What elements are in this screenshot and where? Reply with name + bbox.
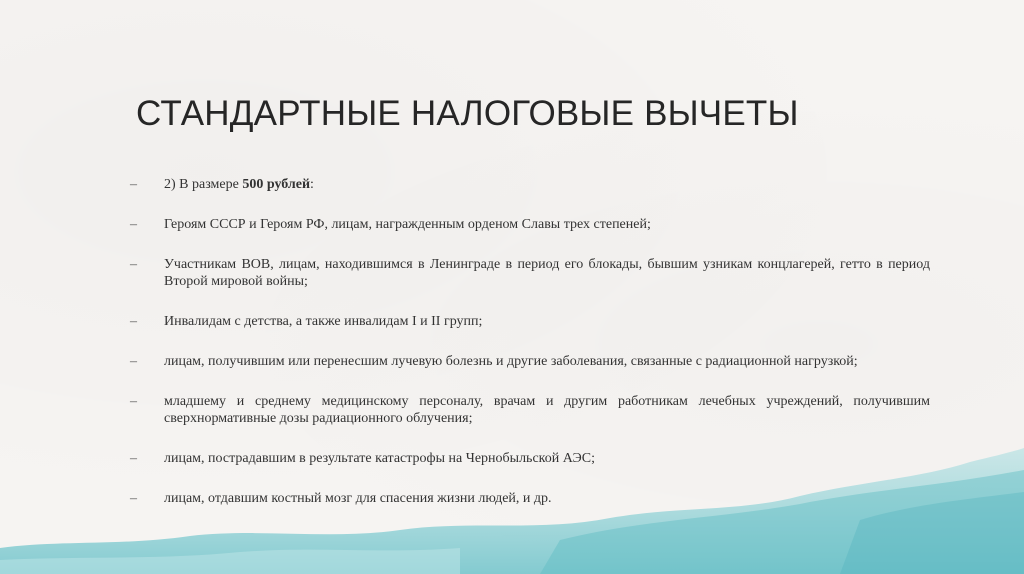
list-item-text: 2) В размере 500 рублей: — [164, 177, 314, 192]
bullet-dash: – — [130, 491, 137, 506]
list-item-text: Инвалидам с детства, а также инвалидам I и II групп; — [164, 314, 483, 329]
list-item-text: лицам, пострадавшим в результате катастрофы на Чернобыльской АЭС; — [164, 451, 595, 466]
bullet-dash: – — [130, 354, 137, 369]
slide-title: СТАНДАРТНЫЕ НАЛОГОВЫЕ ВЫЧЕТЫ — [136, 94, 799, 133]
bullet-dash: – — [130, 451, 137, 466]
list-item — [130, 490, 930, 507]
list-item — [130, 256, 930, 290]
bullet-dash: – — [130, 177, 137, 192]
list-item-text: Участникам ВОВ, лицам, находившимся в Ленинграде в период его блокады, бывшим узникам концлагерей, гетто в период Второй мировой войны; — [164, 257, 930, 289]
bullet-dash: – — [130, 314, 137, 329]
bullet-dash: – — [130, 257, 137, 272]
list-item — [130, 353, 930, 370]
list-item-text: Героям СССР и Героям РФ, лицам, награжденным орденом Славы трех степеней; — [164, 217, 651, 232]
bullet-dash: – — [130, 394, 137, 409]
list-item-text: младшему и среднему медицинскому персоналу, врачам и другим работникам лечебных учреждений, получившим сверхнормативные дозы радиационного облучения; — [164, 394, 930, 426]
list-item-text: лицам, получившим или перенесшим лучевую болезнь и другие заболевания, связанные с радиационной нагрузкой; — [164, 354, 858, 369]
list-item — [130, 450, 930, 467]
amount-highlight: 500 рублей — [242, 177, 311, 192]
list-item-text: лицам, отдавшим костный мозг для спасения жизни людей, и др. — [164, 491, 552, 506]
list-item — [130, 176, 930, 193]
deduction-list — [130, 176, 930, 507]
list-item — [130, 216, 930, 233]
list-item — [130, 393, 930, 427]
bullet-dash: – — [130, 217, 137, 232]
list-item — [130, 313, 930, 330]
